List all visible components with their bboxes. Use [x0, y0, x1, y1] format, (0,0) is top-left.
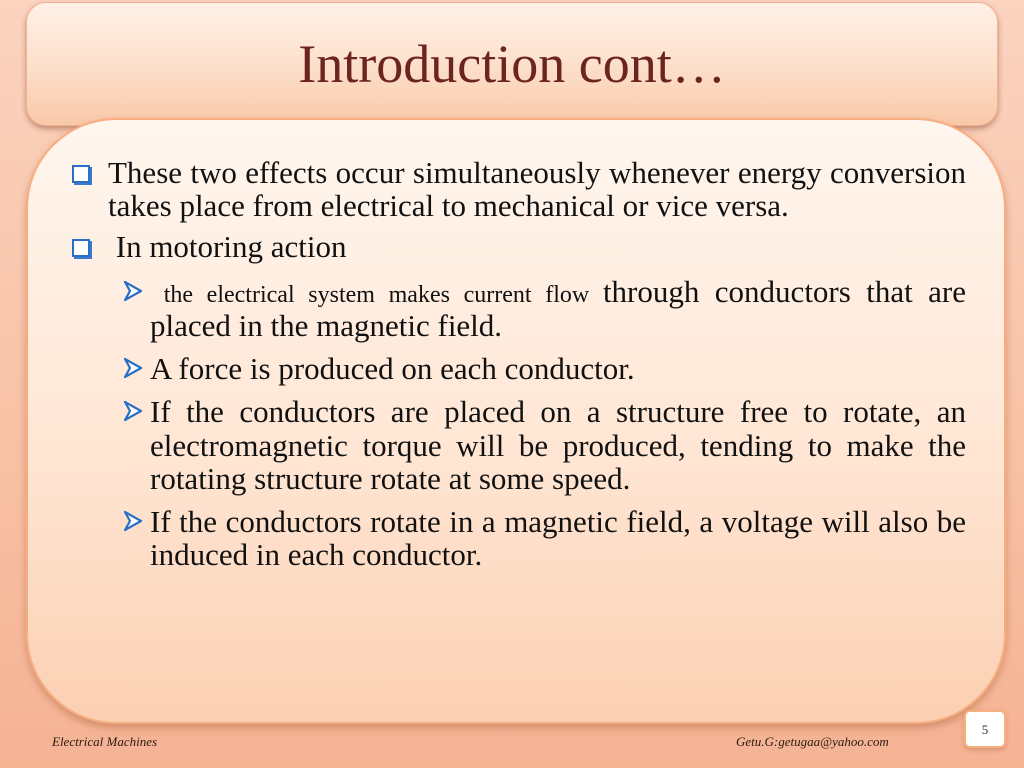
- slide-title: Introduction cont…: [298, 34, 726, 94]
- bullet-text: In motoring action: [108, 229, 347, 265]
- footer-right: Getu.G:getugaa@yahoo.com: [736, 734, 889, 749]
- bullet-item: [28, 230, 1004, 263]
- bullet-text: If the conductors rotate in a magnetic field, a voltage will also be induced in each conductor.: [150, 503, 966, 573]
- bullet-item: [28, 275, 1004, 342]
- bullet-list: [28, 156, 1004, 571]
- content-box: [26, 118, 1006, 724]
- arrow-right-icon: [122, 275, 144, 309]
- arrow-right-icon: [122, 352, 144, 386]
- bullet-text: A force is produced on each conductor.: [150, 351, 635, 387]
- checkbox-square-icon: [72, 156, 90, 189]
- title-bar: [26, 2, 998, 126]
- bullet-item: [28, 395, 1004, 494]
- bullet-text: If the conductors are placed on a structure free to rotate, an electromagnetic torque will be produced, tending to make the rotating structure rotate at some speed.: [150, 394, 966, 496]
- arrow-right-icon: [122, 395, 144, 429]
- footer-left: Electrical Machines: [52, 734, 158, 749]
- bullet-text-small: the electrical system makes current flow: [150, 282, 603, 309]
- bullet-item: [28, 156, 1004, 222]
- bullet-item: [28, 505, 1004, 571]
- bullet-text: These two effects occur simultaneously whenever energy conversion takes place from electrical to mechanical or vice versa.: [108, 155, 966, 224]
- bullet-item: [28, 352, 1004, 385]
- bullet-text: through conductors that are placed in the magnetic field.: [150, 274, 967, 344]
- arrow-right-icon: [122, 505, 144, 539]
- checkbox-square-icon: [72, 230, 90, 263]
- page-number: 5: [964, 710, 1006, 748]
